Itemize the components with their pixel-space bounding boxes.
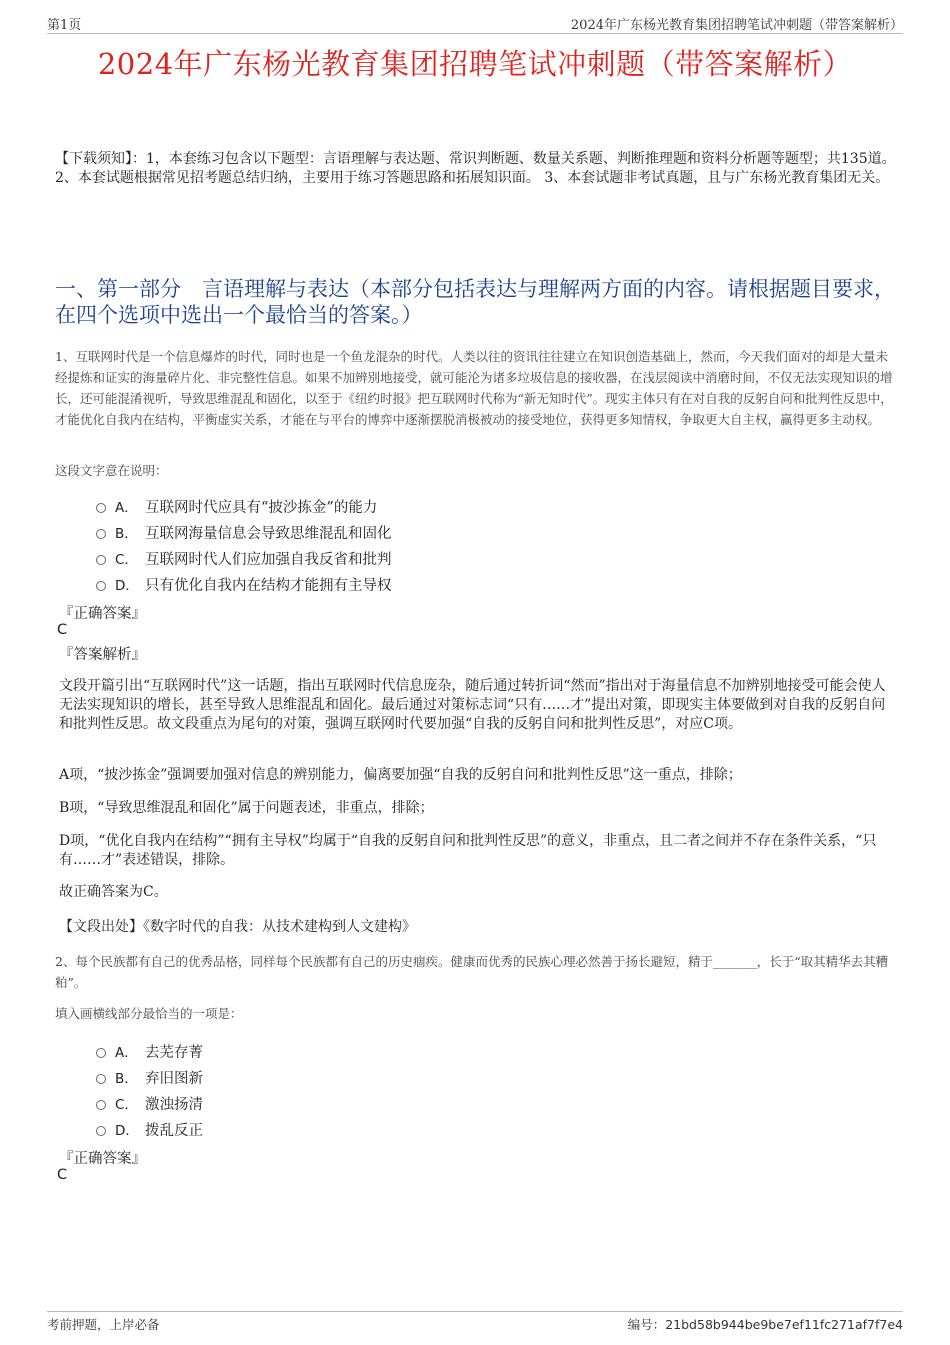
document-title: 2024年广东杨光教育集团招聘笔试冲刺题（带答案解析）: [97, 47, 853, 81]
option-text: 去芜存菁: [145, 1045, 203, 1061]
q1-option-d[interactable]: [96, 574, 392, 595]
radio-icon[interactable]: [96, 529, 106, 539]
radio-icon[interactable]: [96, 1048, 106, 1058]
footer-doc-id: 编号：21bd58b944be9be7ef11fc271af7f7e4: [627, 1317, 903, 1332]
question-1-prompt: 这段文字意在说明：: [55, 463, 168, 478]
q1-analysis-paragraph: B项，“导致思维混乱和固化”属于问题表述，非重点，排除；: [59, 800, 434, 816]
option-text: 互联网时代人们应加强自我反省和批判: [145, 552, 392, 568]
option-text: 只有优化自我内在结构才能拥有主导权: [145, 578, 392, 594]
option-key: A．: [115, 500, 138, 516]
radio-icon[interactable]: [96, 581, 106, 591]
q1-analysis-paragraph: 文段开篇引出“互联网时代”这一话题，指出互联网时代信息庞杂，随后通过转折词“然而”指出对于海量信息不加辨别地接受可能会使人无法实现知识的增长，甚至导致人思维混乱和固化。最后通过对策标志词“只有……才”提出对策，即现实主体要做到对自我的反躬自问和批判性反思。故文段重点为尾句的对策，强调互联网时代要加强“自我的反躬自问和批判性反思”，对应C项。: [59, 678, 886, 732]
option-key: A．: [115, 1045, 138, 1061]
option-key: D．: [115, 1123, 139, 1139]
q2-option-d[interactable]: [96, 1119, 203, 1140]
q2-answer: C: [57, 1167, 68, 1183]
option-key: B．: [115, 526, 138, 542]
q1-analysis-paragraph: D项，“优化自我内在结构”“拥有主导权”均属于“自我的反躬自问和批判性反思”的意义，非重点，且二者之间并不存在条件关系，“只有……才”表述错误，排除。: [59, 833, 877, 868]
q2-answer-label: 『正确答案』: [59, 1151, 146, 1167]
option-key: C．: [115, 552, 138, 568]
radio-icon[interactable]: [96, 1100, 106, 1110]
radio-icon[interactable]: [96, 1126, 106, 1136]
q1-option-c[interactable]: [96, 548, 392, 569]
option-key: C．: [115, 1097, 138, 1113]
q1-answer: C: [57, 622, 68, 638]
question-2-prompt: 填入画横线部分最恰当的一项是：: [55, 1006, 243, 1021]
q1-source: 【文段出处】《数字时代的自我：从技术建构到人文建构》: [59, 919, 416, 935]
option-text: 互联网时代应具有“披沙拣金”的能力: [145, 500, 378, 516]
q1-option-b[interactable]: [96, 522, 392, 543]
q1-option-a[interactable]: [96, 496, 377, 517]
q2-option-c[interactable]: [96, 1093, 203, 1114]
footer-divider: [47, 1311, 903, 1312]
header-doc-title: 2024年广东杨光教育集团招聘笔试冲刺题（带答案解析）: [570, 18, 903, 33]
radio-icon[interactable]: [96, 503, 106, 513]
option-text: 弃旧图新: [145, 1071, 203, 1087]
option-text: 拨乱反正: [145, 1123, 203, 1139]
question-1-text: 1、互联网时代是一个信息爆炸的时代，同时也是一个鱼龙混杂的时代。人类以往的资讯往往建立在知识创造基础上，然而，今天我们面对的却是大量未经提炼和证实的海量碎片化、非完整性信息。如果不加辨别地接受，就可能沦为诸多垃圾信息的接收器，在浅层阅读中消磨时间，不仅无法实现知识的增长，还可能混淆视听，导致思维混乱和固化，以至于《纽约时报》把互联网时代称为“新无知时代”。现实主体只有在对自我的反躬自问和批判性反思中，才能优化自我内在结构，平衡虚实关系，才能在与平台的博弈中逐渐摆脱消极被动的接受地位，获得更多知情权，争取更大自主权，赢得更多主动权。: [55, 349, 893, 427]
question-2-text: 2、每个民族都有自己的优秀品格，同样每个民族都有自己的历史痼疾。健康而优秀的民族心理必然善于扬长避短，精于_______，长于“取其精华去其糟粕”。: [55, 954, 889, 990]
page-header: [47, 14, 903, 32]
page-number: 第1页: [47, 18, 82, 33]
q2-option-b[interactable]: [96, 1067, 203, 1088]
q2-option-a[interactable]: [96, 1041, 203, 1062]
q1-analysis-label: 『答案解析』: [59, 647, 146, 663]
radio-icon[interactable]: [96, 1074, 106, 1084]
section-title: 一、第一部分 言语理解与表达（本部分包括表达与理解两方面的内容。请根据题目要求，在四个选项中选出一个最恰当的答案。）: [55, 277, 895, 327]
radio-icon[interactable]: [96, 555, 106, 565]
option-key: D．: [115, 578, 139, 594]
option-key: B．: [115, 1071, 138, 1087]
header-divider: [47, 33, 903, 34]
download-notice: 【下载须知】：1，本套练习包含以下题型：言语理解与表达题、常识判断题、数量关系题、判断推理题和资料分析题等题型；共135道。 2、本套试题根据常见招考题总结归纳，主要用于练习答题思路和拓展知识面。 3、本套试题非考试真题，且与广东杨光教育集团无关。: [55, 151, 896, 186]
page-footer: [47, 1315, 903, 1333]
option-text: 互联网海量信息会导致思维混乱和固化: [145, 526, 392, 542]
option-text: 激浊扬清: [145, 1097, 203, 1113]
footer-slogan: 考前押题，上岸必备: [47, 1317, 160, 1332]
q1-answer-label: 『正确答案』: [59, 606, 146, 622]
q1-analysis-paragraph: A项，“披沙拣金”强调要加强对信息的辨别能力，偏离要加强“自我的反躬自问和批判性反思”这一重点，排除；: [59, 767, 742, 783]
q1-analysis-paragraph: 故正确答案为C。: [59, 884, 168, 900]
